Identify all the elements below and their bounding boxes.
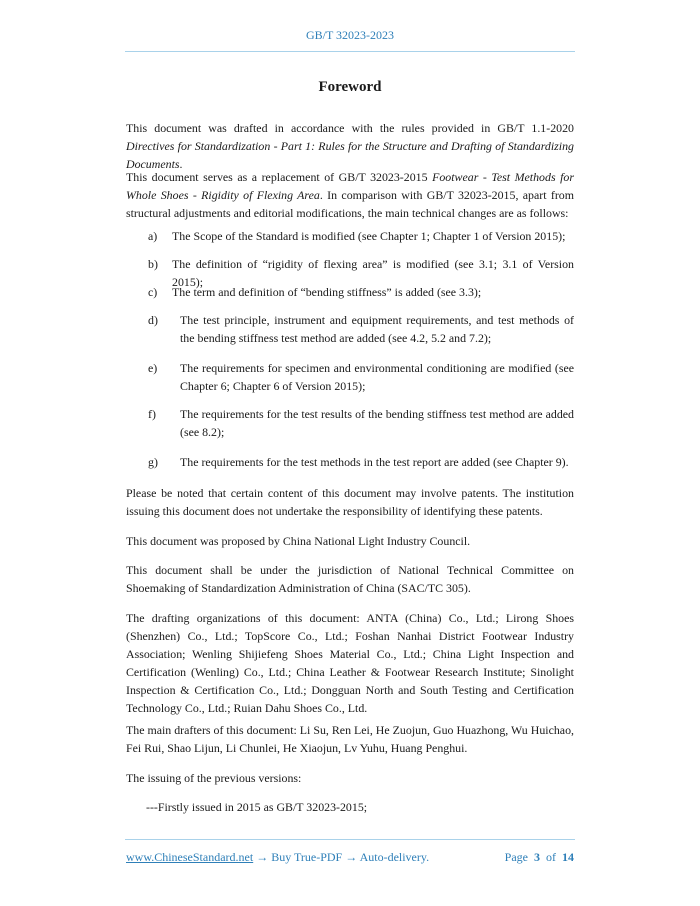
text: . (179, 157, 183, 171)
list-item: The test principle, instrument and equipment requirements, and test methods of the bending stiffness test method are added (see 4.2, 5.2 and 7.2); (180, 313, 574, 345)
previous-version-item: ---Firstly issued in 2015 as GB/T 32023-2015; (146, 800, 368, 814)
paragraph-drafters: The main drafters of this document: Li Su, Ren Lei, He Zuojun, Guo Huazhong, Wu Huichao, Fei Rui, Shao Lijun, Li Chunlei, He Xiaojun, Lv Yuhu, Huang Penghui. (126, 723, 574, 755)
standard-title: Footwear - Test Methods for Whole Shoes - Rigidity of Flexing Area (126, 170, 574, 202)
paragraph-patents: Please be noted that certain content of this document may involve patents. The institution issuing this document does not undertake the responsibility of identifying these patents. (126, 486, 574, 518)
list-item: The requirements for the test results of the bending stiffness test method are added (see 8.2); (180, 407, 574, 439)
current-page: 3 (534, 850, 540, 864)
text: . In comparison with GB/T 32023-2015, apart from structural adjustments and editorial modifications, the main technical changes are as follows: (126, 188, 574, 220)
item-label: d) (148, 313, 158, 327)
page-title: Foreword (318, 79, 382, 95)
item-label: b) (148, 257, 158, 271)
footer (126, 850, 574, 865)
page-number (505, 850, 574, 865)
list-item: The requirements for specimen and environmental conditioning are modified (see Chapter 6; Chapter 6 of Version 2015); (180, 361, 574, 393)
item-label: g) (148, 455, 158, 469)
list-item: The term and definition of “bending stiffness” is added (see 3.3); (172, 285, 482, 299)
footer-left (126, 850, 429, 865)
directives-title: Directives for Standardization - Part 1: Rules for the Structure and Drafting of Standardizing Documents (126, 139, 574, 171)
list-item: The requirements for the test methods in the test report are added (see Chapter 9). (180, 455, 569, 469)
item-label: a) (148, 229, 158, 243)
paragraph-drafting-orgs: The drafting organizations of this document: ANTA (China) Co., Ltd.; Lirong Shoes (Shenzhen) Co., Ltd.; TopScore Co., Ltd.; Foshan Nanhai District Footwear Industry Association; Wenling Shijiefeng Shoes Material Co., Ltd.; China Light Inspection and Certification (Wenling) Co., Ltd.; China Leather & Footwear Research Institute; Sinolight Inspection & Certification Co., Ltd.; Dongguan North and South Testing and Certification Technology Co., Ltd.; Ruian Dahu Shoes Co., Ltd. (126, 611, 574, 715)
paragraph-drafting (126, 119, 574, 173)
paragraph-proposed: This document was proposed by China National Light Industry Council. (126, 534, 471, 548)
header-doc-id: GB/T 32023-2023 (305, 28, 395, 42)
page-label: Page (504, 850, 528, 864)
text: This document was drafted in accordance with the rules provided in GB/T 1.1-2020 (126, 121, 574, 135)
list-item: The Scope of the Standard is modified (see Chapter 1; Chapter 1 of Version 2015); (172, 229, 566, 243)
paragraph-replacement (126, 168, 574, 222)
item-label: c) (148, 285, 158, 299)
paragraph-jurisdiction: This document shall be under the jurisdiction of National Technical Committee on Shoemaking of Standardization Administration of China (SAC/TC 305). (126, 563, 574, 595)
footer-text: → Buy True-PDF → Auto-delivery. (253, 850, 430, 864)
footer-rule (125, 839, 575, 840)
paragraph-previous-versions: The issuing of the previous versions: (126, 771, 302, 785)
list-item: The definition of “rigidity of flexing area” is modified (see 3.1; 3.1 of Version 2015); (172, 257, 574, 289)
item-label: f) (148, 407, 156, 421)
text: This document serves as a replacement of GB/T 32023-2015 (126, 170, 433, 184)
website-link[interactable]: www.ChineseStandard.net (126, 850, 254, 864)
item-label: e) (148, 361, 158, 375)
header-rule (125, 51, 575, 52)
total-pages: 14 (562, 850, 574, 864)
of-label: of (546, 850, 556, 864)
